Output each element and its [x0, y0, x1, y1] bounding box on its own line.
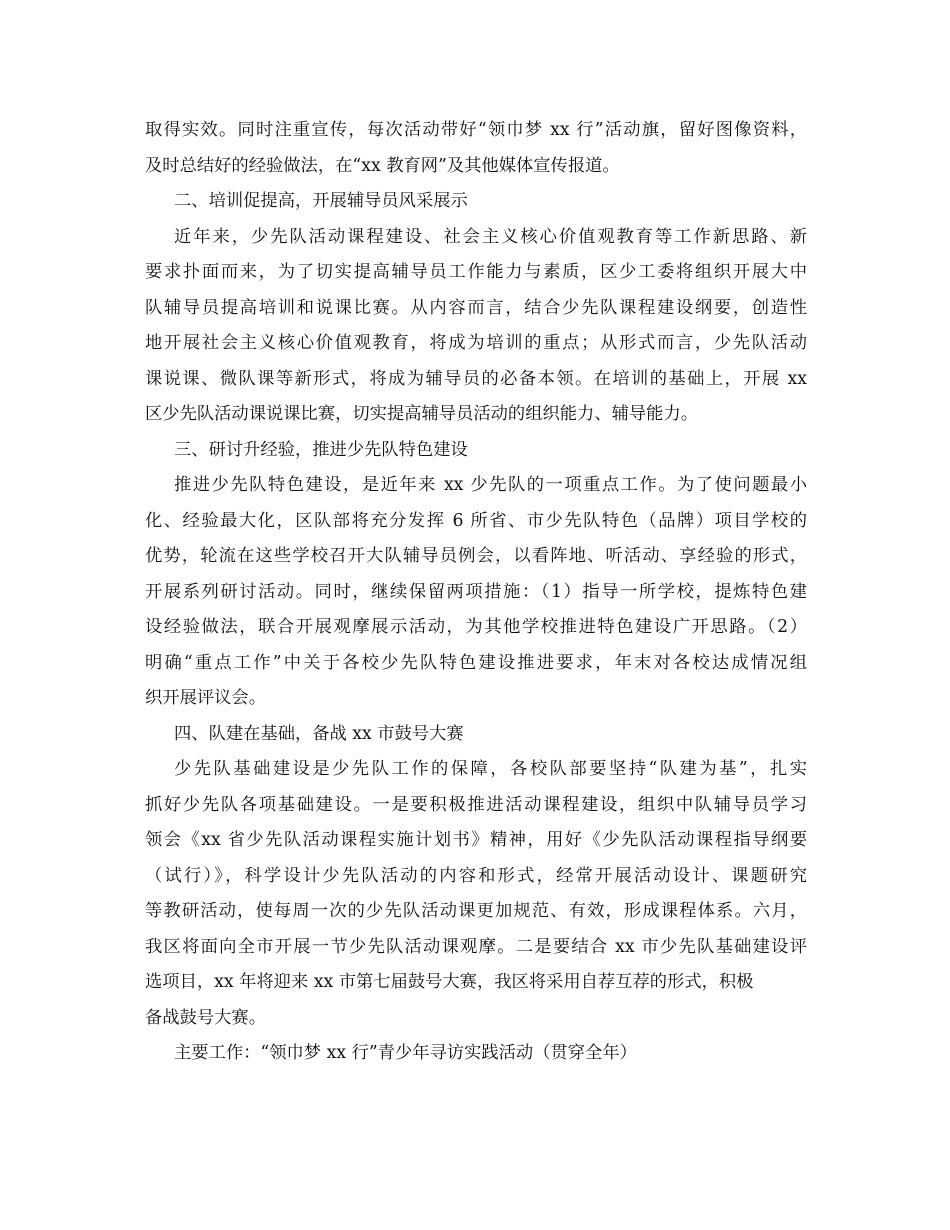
text-line: 选项目，xx 年将迎来 xx 市第七届鼓号大赛，我区将采用自荐互荐的形式，积极 [145, 972, 754, 992]
text-line: 三、研讨升经验，推进少先队特色建设 [174, 439, 468, 460]
text-line: 开展系列研讨活动。同时，继续保留两项措施：（1）指导一所学校，提炼特色建 [145, 581, 807, 602]
text-line: 区少先队活动课说课比赛，切实提高辅导员活动的组织能力、辅导能力。 [145, 404, 699, 424]
text-line: 化、经验最大化，区队部将充分发挥 6 所省、市少先队特色（品牌）项目学校的 [145, 510, 807, 531]
document-body [145, 113, 807, 1072]
text-line: 设经验做法，联合开展观摩展示活动，为其他学校推进特色建设广开思路。（2） [145, 617, 807, 637]
text-line: 优势，轮流在这些学校召开大队辅导员例会，以看阵地、听活动、享经验的形式， [145, 546, 807, 566]
text-line: 等教研活动，使每周一次的少先队活动课更加规范、有效，形成课程体系。六月， [145, 901, 807, 921]
text-line: 备战鼓号大赛。 [145, 1007, 266, 1028]
text-line: 主要工作：“领巾梦 xx 行”青少年寻访实践活动（贯穿全年） [174, 1043, 637, 1063]
text-line: 取得实效。同时注重宣传，每次活动带好“领巾梦 xx 行”活动旗，留好图像资料， [145, 120, 807, 140]
text-line: 推进少先队特色建设，是近年来 xx 少先队的一项重点工作。为了使问题最小 [174, 475, 807, 495]
text-line: 明确“重点工作”中关于各校少先队特色建设推进要求，年末对各校达成情况组 [145, 652, 807, 673]
text-line: 我区将面向全市开展一节少先队活动课观摩。二是要结合 xx 市少先队基础建设评 [145, 936, 807, 957]
text-line: 课说课、微队课等新形式，将成为辅导员的必备本领。在培训的基础上，开展 xx [145, 368, 807, 389]
text-line: 及时总结好的经验做法，在“xx 教育网”及其他媒体宣传报道。 [145, 155, 620, 176]
text-line: 二、培训促提高，开展辅导员风采展示 [174, 191, 468, 211]
text-line: 近年来，少先队活动课程建设、社会主义核心价值观教育等工作新思路、新 [174, 226, 807, 247]
text-line: 少先队基础建设是少先队工作的保障，各校队部要坚持“队建为基”，扎实 [174, 759, 807, 779]
text-line: （试行）》，科学设计少先队活动的内容和形式，经常开展活动设计、课题研究 [145, 865, 807, 886]
text-line: 地开展社会主义核心价值观教育，将成为培训的重点；从形式而言，少先队活动 [145, 333, 807, 353]
text-line: 领会《xx 省少先队活动课程实施计划书》精神，用好《少先队活动课程指导纲要 [145, 830, 807, 850]
text-line: 四、队建在基础，备战 xx 市鼓号大赛 [174, 723, 464, 744]
text-line: 要求扑面而来，为了切实提高辅导员工作能力与素质，区少工委将组织开展大中 [145, 262, 807, 282]
text-line: 织开展评议会。 [145, 688, 266, 708]
text-line: 队辅导员提高培训和说课比赛。从内容而言，结合少先队课程建设纲要，创造性 [145, 297, 807, 318]
text-line: 抓好少先队各项基础建设。一是要积极推进活动课程建设，组织中队辅导员学习 [145, 794, 807, 815]
